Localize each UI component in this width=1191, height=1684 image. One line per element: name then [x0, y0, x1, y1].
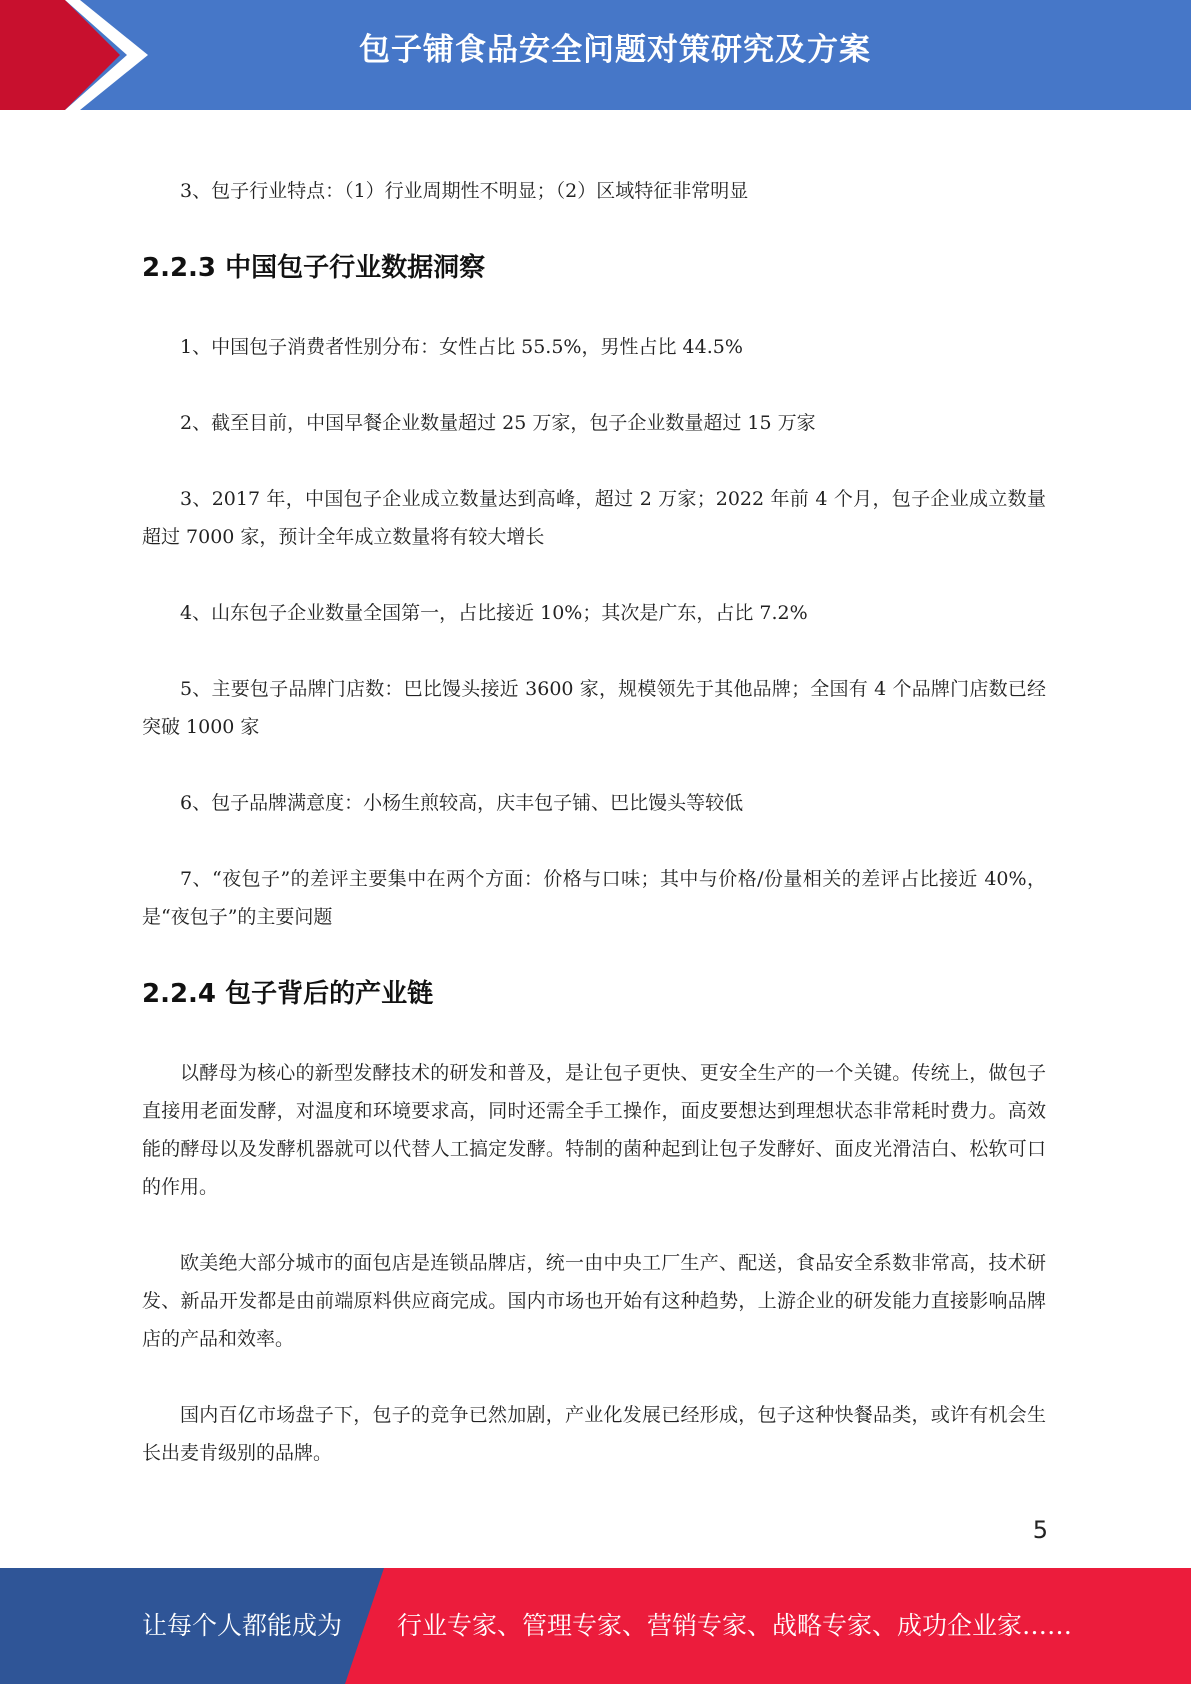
paragraph: 以酵母为核心的新型发酵技术的研发和普及，是让包子更快、更安全生产的一个关键。传统上，做包子直接用老面发酵，对温度和环境要求高，同时还需全手工操作，面皮要想达到理想状态非常耗时费力。高效能的酵母以及发酵机器就可以代替人工搞定发酵。特制的菌种起到让包子发酵好、面皮光滑洁白、松软可口的作用。 — [142, 1062, 1046, 1198]
paragraph: 6、包子品牌满意度：小杨生煎较高，庆丰包子铺、巴比馒头等较低 — [180, 792, 744, 814]
paragraph: 7、“夜包子”的差评主要集中在两个方面：价格与口味；其中与价格/份量相关的差评占比接近 40%，是“夜包子”的主要问题 — [142, 868, 1046, 928]
paragraph: 3、2017 年，中国包子企业成立数量达到高峰，超过 2 万家；2022 年前 4 个月，包子企业成立数量超过 7000 家，预计全年成立数量将有较大增长 — [142, 488, 1046, 548]
paragraph: 国内百亿市场盘子下，包子的竞争已然加剧，产业化发展已经形成，包子这种快餐品类，或许有机会生长出麦肯级别的品牌。 — [142, 1404, 1046, 1464]
paragraph: 4、山东包子企业数量全国第一，占比接近 10%；其次是广东，占比 7.2% — [180, 602, 808, 624]
paragraph: 2、截至目前，中国早餐企业数量超过 25 万家，包子企业数量超过 15 万家 — [180, 412, 816, 434]
page-header — [0, 0, 1191, 110]
footer-slogan-right: 行业专家、管理专家、营销专家、战略专家、成功企业家…… — [397, 1611, 1073, 1640]
document-title: 包子铺食品安全问题对策研究及方案 — [359, 32, 871, 68]
document-body — [142, 172, 1046, 1510]
paragraph: 1、中国包子消费者性别分布：女性占比 55.5%，男性占比 44.5% — [180, 336, 743, 358]
footer-slogan-left: 让每个人都能成为 — [142, 1611, 343, 1640]
page-number: 5 — [1032, 1516, 1048, 1544]
page-footer — [0, 1568, 1191, 1684]
section-heading: 2.2.3 中国包子行业数据洞察 — [142, 253, 486, 283]
section-heading: 2.2.4 包子背后的产业链 — [142, 979, 434, 1009]
paragraph: 欧美绝大部分城市的面包店是连锁品牌店，统一由中央工厂生产、配送，食品安全系数非常高，技术研发、新品开发都是由前端原料供应商完成。国内市场也开始有这种趋势，上游企业的研发能力直接影响品牌店的产品和效率。 — [142, 1252, 1046, 1350]
paragraph: 3、包子行业特点：（1）行业周期性不明显；（2）区域特征非常明显 — [180, 180, 749, 202]
paragraph: 5、主要包子品牌门店数：巴比馒头接近 3600 家，规模领先于其他品牌；全国有 4 个品牌门店数已经突破 1000 家 — [142, 678, 1046, 738]
